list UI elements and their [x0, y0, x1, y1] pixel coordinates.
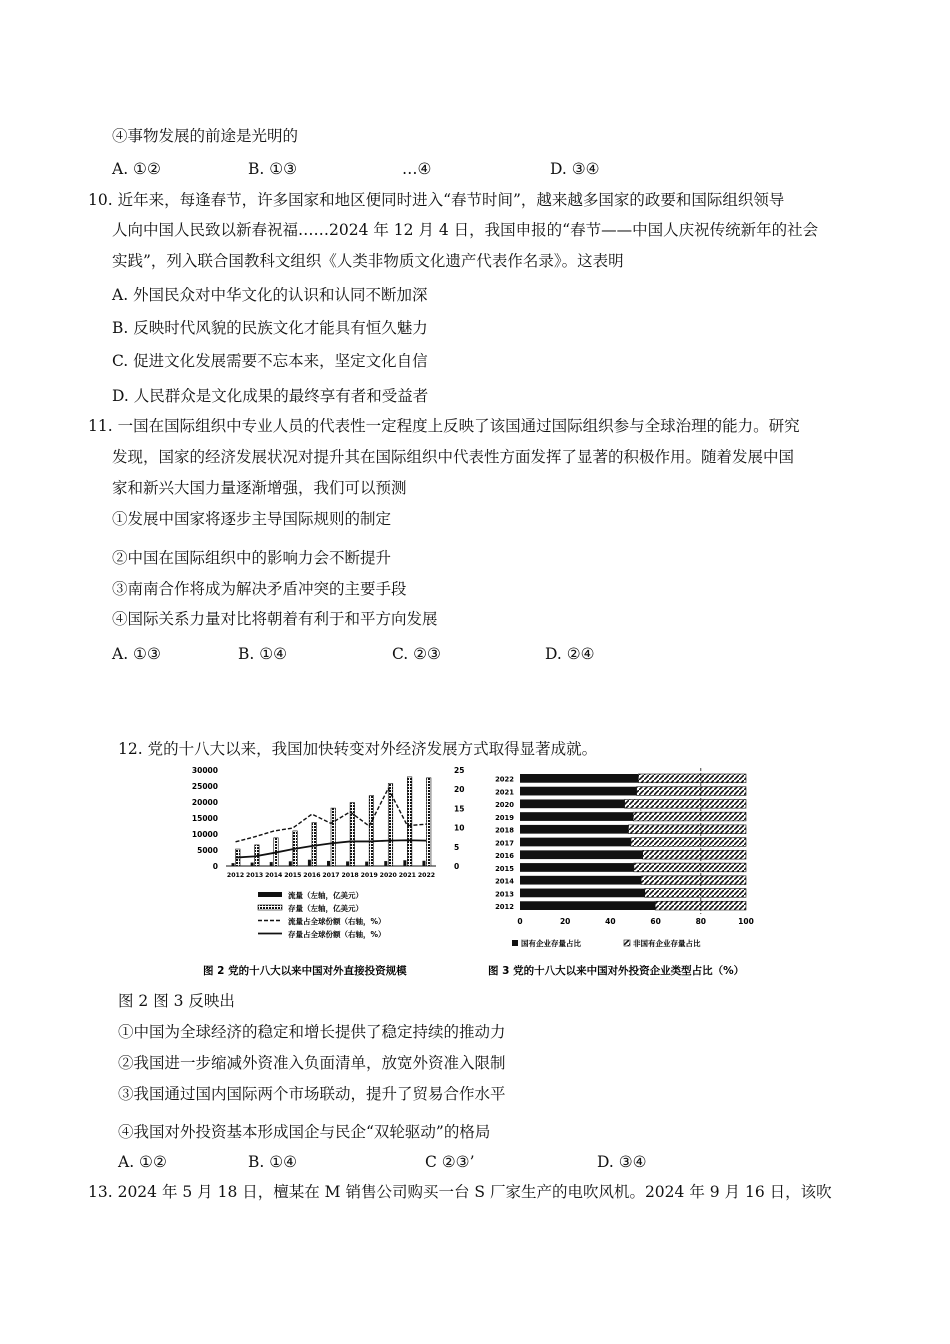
- q11-option-a: A. ①③: [112, 645, 161, 663]
- flow-bar: [327, 861, 330, 866]
- legend-label: 存量（左轴，亿美元）: [288, 904, 363, 913]
- y-tick-label: 2019: [495, 813, 514, 822]
- legend-label: 流量占全球份额（右轴，%）: [288, 917, 386, 926]
- y-tick-label: 2014: [495, 877, 514, 886]
- q10-option-b: B. 反映时代风貌的民族文化才能具有恒久魅力: [112, 319, 428, 337]
- stock-bar: [369, 796, 374, 866]
- q12-item1: ①中国为全球经济的稳定和增长提供了稳定持续的推动力: [118, 1023, 506, 1041]
- q9-option-c: …④: [402, 160, 432, 178]
- q10-option-c: C. 促进文化发展需要不忘本来，坚定文化自信: [112, 352, 428, 370]
- left-tick-label: 20000: [191, 798, 218, 807]
- flow-bar: [232, 863, 235, 866]
- flow-bar: [346, 861, 349, 866]
- left-tick-label: 15000: [191, 814, 218, 823]
- q10-option-d: D. 人民群众是文化成果的最终享有者和受益者: [112, 387, 429, 405]
- y-tick-label: 2020: [495, 801, 514, 810]
- private-bar: [631, 838, 746, 847]
- private-bar: [645, 889, 746, 898]
- legend-label: 存量占全球份额（右轴，%）: [288, 930, 386, 939]
- q9-option-b: B. ①③: [248, 160, 298, 178]
- q11-option-d: D. ②④: [545, 645, 595, 663]
- x-tick-label: 60: [650, 917, 661, 926]
- soe-bar: [520, 838, 631, 847]
- right-tick-label: 15: [454, 804, 465, 814]
- soe-bar: [520, 787, 637, 796]
- q11-item4: ④国际关系力量对比将朝着有利于和平方向发展: [112, 610, 438, 628]
- private-bar: [628, 825, 746, 834]
- private-bar: [638, 774, 746, 783]
- q11-item2: ②中国在国际组织中的影响力会不断提升: [112, 549, 392, 567]
- legend-label: 国有企业存量占比: [521, 939, 581, 948]
- left-tick-label: 5000: [197, 846, 218, 855]
- legend-swatch-stock: [258, 905, 282, 910]
- x-tick-label: 2018: [341, 872, 359, 879]
- q10-stem-line3: 实践”，列入联合国教科文组织《人类非物质文化遗产代表作名录》。这表明: [112, 252, 624, 270]
- y-tick-label: 2015: [495, 864, 514, 873]
- figure-2-title: 图 2 党的十八大以来中国对外直接投资规模: [203, 965, 407, 977]
- right-tick-label: 25: [454, 766, 465, 775]
- stock-bar: [407, 777, 412, 866]
- x-tick-label: 80: [695, 917, 707, 926]
- x-tick-label: 0: [517, 917, 523, 926]
- q11-stem-line1: 11. 一国在国际组织中专业人员的代表性一定程度上反映了该国通过国际组织参与全球治理的能力。研究: [88, 417, 800, 435]
- right-tick-label: 5: [454, 842, 460, 852]
- right-tick-label: 0: [454, 862, 460, 871]
- q11-option-c: C. ②③: [392, 645, 441, 663]
- left-tick-label: 30000: [191, 766, 218, 775]
- q12-option-c: C ②③’: [425, 1153, 475, 1171]
- q10-stem-line1: 10. 近年来，每逢春节，许多国家和地区便同时进入“春节时间”，越来越多国家的政要和国际组织领导: [88, 191, 785, 209]
- x-tick-label: 2020: [379, 872, 397, 879]
- q11-stem-line3: 家和新兴大国力量逐渐增强，我们可以预测: [112, 479, 407, 497]
- y-tick-label: 2022: [495, 775, 514, 784]
- y-tick-label: 2013: [495, 890, 514, 899]
- x-tick-label: 2015: [284, 872, 302, 879]
- q10-stem-line2: 人向中国人民致以新春祝福……2024 年 12 月 4 日，我国申报的“春节——中国人庆祝传统新年的社会: [112, 221, 819, 239]
- flow-bar: [251, 863, 254, 866]
- q12-option-d: D. ③④: [597, 1153, 647, 1171]
- soe-bar: [520, 825, 628, 834]
- soe-bar: [520, 889, 645, 898]
- soe-bar: [520, 850, 643, 859]
- x-tick-label: 2022: [417, 872, 436, 879]
- legend-swatch-private: [624, 940, 630, 946]
- flow-bar: [422, 861, 425, 866]
- q11-stem-line2: 发现，国家的经济发展状况对提升其在国际组织中代表性方面发挥了显著的积极作用。随着发展中国: [112, 448, 795, 466]
- stock-bar: [331, 808, 336, 866]
- flow-bar: [365, 862, 368, 866]
- q12-item3: ③我国通过国内国际两个市场联动，提升了贸易合作水平: [118, 1085, 506, 1103]
- x-tick-label: 2021: [398, 872, 416, 879]
- x-tick-label: 2013: [246, 872, 264, 879]
- left-tick-label: 0: [212, 862, 218, 871]
- q12-option-b: B. ①④: [248, 1153, 298, 1171]
- left-tick-label: 10000: [191, 830, 218, 839]
- stock-bar: [312, 823, 317, 866]
- right-tick-label: 10: [454, 823, 465, 833]
- y-tick-label: 2021: [495, 788, 514, 797]
- flow-bar: [289, 861, 292, 866]
- soe-bar: [520, 799, 625, 808]
- private-bar: [643, 850, 746, 859]
- soe-bar: [520, 863, 634, 872]
- q11-item3: ③南南合作将成为解决矛盾冲突的主要手段: [112, 580, 407, 598]
- flow-bar: [384, 861, 387, 866]
- y-tick-label: 2017: [495, 839, 514, 848]
- q12-stem: 12. 党的十八大以来，我国加快转变对外经济发展方式取得显著成就。: [118, 740, 598, 758]
- legend-swatch-soe: [512, 940, 518, 946]
- x-tick-label: 100: [738, 917, 754, 926]
- private-bar: [625, 799, 746, 808]
- private-bar: [633, 812, 746, 821]
- figure-3-chart: [484, 760, 774, 980]
- private-bar: [637, 787, 746, 796]
- flow-bar: [270, 862, 273, 866]
- q13-stem-line1: 13. 2024 年 5 月 18 日，檀某在 M 销售公司购买一台 S 厂家生产的电吹风机。2024 年 9 月 16 日，该吹: [88, 1183, 832, 1201]
- q12-lead: 图 2 图 3 反映出: [118, 992, 235, 1010]
- soe-bar: [520, 876, 641, 885]
- right-tick-label: 20: [454, 785, 465, 795]
- x-tick-label: 40: [605, 917, 616, 926]
- q12-item2: ②我国进一步缩减外资准入负面清单，放宽外资准入限制: [118, 1054, 506, 1072]
- q10-option-a: A. 外国民众对中华文化的认识和认同不断加深: [112, 286, 428, 304]
- legend-label: 流量（左轴，亿美元）: [288, 891, 363, 900]
- q11-option-b: B. ①④: [238, 645, 288, 663]
- x-tick-label: 2017: [322, 872, 340, 879]
- figure-3-title: 图 3 党的十八大以来中国对外投资企业类型占比（%）: [488, 965, 745, 977]
- x-tick-label: 2014: [265, 872, 283, 879]
- q11-item1: ①发展中国家将逐步主导国际规则的制定: [112, 510, 392, 528]
- soe-bar: [520, 774, 638, 783]
- q12-option-a: A. ①②: [118, 1153, 167, 1171]
- flow-bar: [308, 860, 311, 866]
- stock-bar: [426, 778, 431, 866]
- q9-item4: ④事物发展的前途是光明的: [112, 127, 299, 145]
- figure-2-chart: [188, 760, 478, 980]
- flow-bar: [403, 860, 406, 866]
- left-tick-label: 25000: [191, 782, 218, 791]
- q9-option-a: A. ①②: [112, 160, 161, 178]
- y-tick-label: 2012: [495, 903, 514, 911]
- legend-swatch-flow: [258, 892, 282, 897]
- y-tick-label: 2016: [495, 852, 514, 861]
- x-tick-label: 2012: [226, 872, 245, 879]
- x-tick-label: 2019: [360, 872, 378, 879]
- q12-item4: ④我国对外投资基本形成国企与民企“双轮驱动”的格局: [118, 1123, 491, 1141]
- x-tick-label: 2016: [303, 872, 321, 879]
- q9-option-d: D. ③④: [550, 160, 600, 178]
- y-tick-label: 2018: [495, 826, 514, 835]
- x-tick-label: 20: [559, 917, 571, 926]
- private-bar: [634, 863, 746, 872]
- soe-bar: [520, 812, 633, 821]
- private-bar: [641, 876, 746, 885]
- legend-label: 非国有企业存量占比: [633, 939, 701, 948]
- soe-bar: [520, 901, 655, 910]
